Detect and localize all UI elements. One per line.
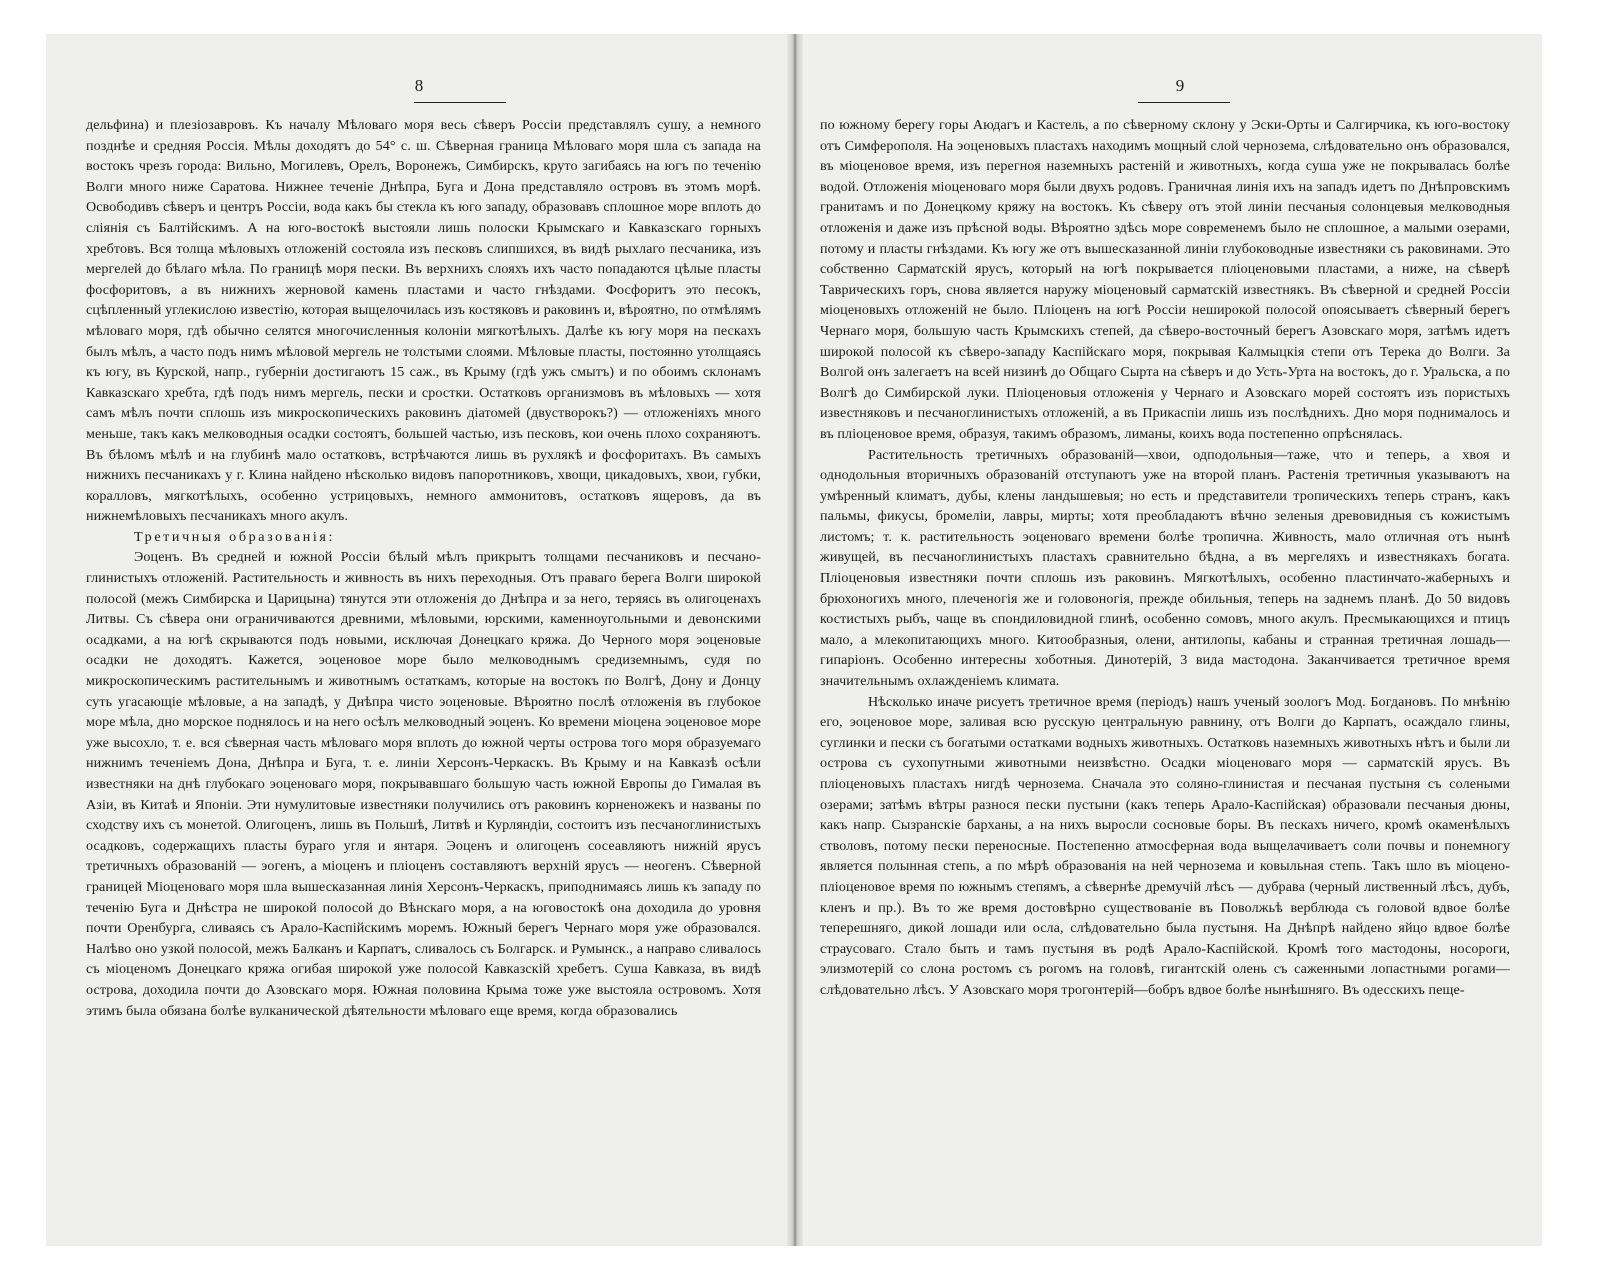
page-number: 9 — [1175, 76, 1185, 95]
section-heading: Третичныя образованiя: — [134, 528, 336, 545]
page-text — [86, 115, 761, 1021]
paragraph: по южному берегу горы Аюдагъ и Кастель, а по сѣверному склону у Эски-Орты и Салгирчика, къ юго-востоку отъ Симферополя. На эоценовыхъ пластахъ находимъ мощный слой чернозема, слѣдовательно онъ образовался, въ мiоценовое время, изъ перегноя наземныхъ растенiй и животныхъ, когда суша уже не покрывалась болѣе водой. Отложенiя мiоценоваго моря были двухъ родовъ. Граничная линiя ихъ на западъ идетъ по Днѣпровскимъ гранитамъ и по Донецкому кряжу на востокъ. Къ сѣверу отъ этой линiи песчаныя солонцевыя мелководныя отложенiя и даже изъ прѣсной воды. Вѣроятно здѣсь море современемъ было не сплошное, а малыми озерами, потому и пласты гнѣздами. Къ югу же отъ вышесказанной линiи глубоководные известняки съ раковинами. Это собственно Сарматскiй ярусъ, который на югѣ покрывается плiоценовыми пластами, а ниже, на сѣверѣ Таврическихъ горъ, снова является наружу мiоценовый сарматскiй известнякъ. Въ сѣверной и средней Россiи мiоценовыхъ отложенiй не было. Плiоценъ на югѣ Россiи неширокой полосой опоясываетъ сѣверный берегъ Чернаго моря, большую часть Крымскихъ степей, да сѣверо-восточный берегъ Азовскаго моря, затѣмъ идетъ широкой полосой къ сѣверо-западу Каспiйскаго моря, покрывая Калмыцкiя степи отъ Терека до Волги. За Волгой онъ залегаетъ на всей низинѣ до Общаго Сырта на сѣверъ и до Усть-Урта на востокъ, до г. Уральска, а по Волгѣ до Симбирской луки. Плiоценовыя отложенiя у Чернаго и Азовскаго морей состоятъ изъ пористыхъ известняковъ и песчаноглинистыхъ отложенiй, а въ Прикаспiи лишь изъ послѣднихъ. Дно моря поднималось и въ плiоценовое время, образуя, такимъ образомъ, лиманы, коихъ вода постепенно опрѣснялась. — [820, 117, 1510, 442]
paragraph: Эоценъ. Въ средней и южной Россiи бѣлый мѣлъ прикрытъ толщами песчаниковъ и песчано-глинистыхъ отложенiй. Растительность и живность въ нихъ переходныя. Отъ праваго берега Волги широкой полосой (межъ Симбирска и Царицына) тянутся эти отложенiя до Днѣпра и за него, теряясь въ олигоценахъ Литвы. Съ сѣвера они ограничиваются древними, мѣловыми, юрскими, каменноугольными и девонскими осадками, а на югѣ скрываются подъ новыми, исключая Донецкаго кряжа. До Черного моря эоценовые осадки не доходятъ. Кажется, эоценовое море было мелководнымъ средиземнымъ, судя по микроскопическимъ растительнымъ и животнымъ остаткамъ, которые на востокъ по Волгѣ, Дону и Донцу суть угасающiе мѣловые, а на западѣ, у Днѣпра чисто эоценовые. Вѣроятно послѣ отложенiя въ глубокое море мѣла, дно морское поднялось и на него осѣлъ мелководный эоценъ. Ко времени мiоцена эоценовое море уже высохло, т. е. вся сѣверная часть мѣловаго моря вплоть до южной черты острова того моря образуемаго нижнимъ теченiемъ Дона, Днѣпра и Буга, т. е. линiи Херсонъ-Черкаскъ. Въ Крыму и на Кавказѣ осѣли известняки на днѣ глубокаго эоценоваго моря, покрывавшаго большую часть южной Европы до Гималая въ Азiи, въ Китаѣ и Японiи. Эти нумулитовые известняки получились отъ раковинъ корненожекъ и названы по сходству ихъ съ монетой. Олигоценъ, лишь въ Польшѣ, Литвѣ и Курляндiи, состоитъ изъ песчаноглинистыхъ осадковъ, содержащихъ пласты бураго угля и янтаря. Эоценъ и олигоценъ сосеавляютъ нижнiй ярусъ третичныхъ образованiй — эогенъ, а мiоценъ и плiоценъ составляютъ верхнiй ярусъ — неогенъ. Сѣверной границей Мiоценоваго моря шла вышесказанная линiя Херсонъ-Черкаскъ, приподнимаясь лишь къ западу по теченiю Буга и Днѣстра не широкой полосой до Вѣнскаго моря, а на юговостокѣ она доходила до уровня почти Оренбурга, сливаясь съ Арало-Каспiйскимъ моремъ. Южный берегъ Чернаго моря уже образовался. Налѣво оно узкой полосой, межъ Балканъ и Карпатъ, сливалось съ Болгарск. и Румынск., а направо сливалось съ мiоценомъ Донецкаго кряжа огибая широкой уже полосой Кавказскiй хребетъ. Суша Кавказа, въ видѣ острова, доходила почти до Азовскаго моря. Южная половина Крыма тоже уже выстояла островомъ. Хотя этимъ была обязана болѣе вулканической дѣятельности мѣловаго еще время, когда образовались — [86, 549, 761, 1019]
page-number: 8 — [414, 76, 424, 95]
right-page — [803, 34, 1542, 1246]
book-gutter — [787, 34, 803, 1246]
paragraph: дельфина) и плезiозавровъ. Къ началу Мѣловаго моря весь сѣверъ Россiи представлялъ сушу, а немного позднѣе и средняя Россiя. Мѣлы доходятъ до 54° с. ш. Сѣверная граница Мѣловаго моря шла съ запада на востокъ чрезъ города: Вильно, Могилевъ, Орелъ, Воронежъ, Симбирскъ, круто загибаясь на югъ по теченiю Волги много ниже Саратова. Нижнее теченiе Днѣпра, Буга и Дона представляло островъ въ этомъ морѣ. Освободивъ сѣверъ и центръ Россiи, вода какъ бы стекла къ юго западу, образовавъ сплошное море вплоть до слiянiя съ Балтiйскимъ. А на юго-востокѣ выстояли лишь полоски Крымскаго и Кавказскаго горныхъ хребтовъ. Вся толща мѣловыхъ отложенiй состояла изъ песковъ слипшихся, въ видѣ рыхлаго песчаника, изъ мергелей до бѣлаго мѣла. По границѣ моря пески. Въ верхнихъ слояхъ ихъ часто попадаются цѣлые пласты фосфоритовъ, а въ нижнихъ жерновой камень пластами и часто гнѣздами. Фосфоритъ это песокъ, сцѣпленный углекислою известiю, которая выщелочилась изъ костяковъ и раковинъ и, вѣроятно, по отмѣлямъ мѣловаго моря, гдѣ обычно селятся многочисленныя колонiи мягкотѣлыхъ. Далѣе къ югу моря на пескахъ былъ мѣлъ, а часто подъ нимъ мѣловой мергель не толстыми слоями. Мѣловые пласты, постоянно утолщаясь къ югу, въ Курской, напр., губернiи достигаютъ 15 саж., въ Крыму (гдѣ ужъ смытъ) и по обоимъ склонамъ Кавказскаго хребта, гдѣ подъ нимъ мергель, пески и сростки. Остатковъ организмовъ въ мѣловыхъ — хотя самъ мѣлъ почти сплошь изъ микроскопическихъ раковинъ дiатомей (двустворокъ?) — отложенiяхъ много меньше, такъ какъ мелководныя осадки состоятъ, большей частью, изъ песковъ, кои очень плохо сохраняютъ. Въ бѣломъ мѣлѣ и на глубинѣ мало остатковъ, встрѣчаются лишь въ рухлякѣ и фосфоритахъ. Въ самыхъ нижнихъ песчаникахъ у г. Клина найдено нѣсколько видовъ папоротниковъ, хвощи, цикадовыхъ, хвои, губки, коралловъ, мягкотѣлыхъ, особенно устрицовыхъ, немного аммонитовъ, остатковъ ящеровъ, да въ нижнемѣловыхъ песчаникахъ много акулъ. — [86, 117, 761, 525]
header-rule — [1138, 102, 1230, 103]
header-rule — [414, 102, 506, 103]
left-page — [46, 34, 787, 1246]
paragraph: Нѣсколько иначе рисуетъ третичное время (перiодъ) нашъ ученый зоологъ Мод. Богдановъ. По мнѣнiю его, эоценовое море, заливая всю русскую центральную равнину, отъ Волги до Карпатъ, осаждало глины, суглинки и пески съ богатыми остатками водныхъ животныхъ. Остатковъ наземныхъ животныхъ нѣтъ и были ли острова съ сухопутными животными неизвѣстно. Осадки мiоценоваго моря — сарматскiй ярусъ. Въ плiоценовыхъ пластахъ нигдѣ чернозема. Сначала это соляно-глинистая и песчаная пустыня съ солеными озерами; затѣмъ вѣтры разнося пески пустыни (какъ теперь Арало-Каспiйская) образовали песчаныя дюны, какъ напр. Сызранскiе барханы, а на нихъ выросли сосновые боры. Въ пескахъ ничего, кромѣ окаменѣлыхъ стволовъ, потому пески переносные. Постепенно атмосферная вода выщелачиваетъ соли почвы и понемногу является полынная степь, а по мѣрѣ образованiя на ней чернозема и ковыльная степь. Такъ шло въ мiоцено-плiоценовое время по южнымъ степямъ, а сѣвернѣе дремучiй лѣсъ — дубрава (черный лиственный лѣсъ, дубъ, кленъ и пр.). Въ то же время достовѣрно существованiе въ Поволжьѣ верблюда съ головой вдвое болѣе теперешняго, дикой лошади или осла, слѣдовательно была пустыня. На Днѣпрѣ найдено яйцо вдвое болѣе страусоваго. Стало быть и тамъ пустыня въ родѣ Арало-Каспiйской. Кромѣ того мастодоны, носороги, элизмотерiй со слона ростомъ съ рогомъ на головѣ, гигантскiй олень съ саженными лопастными рогами—слѣдовательно лѣсъ. У Азовскаго моря трогонтерiй—бобръ вдвое болѣе нынѣшняго. Въ одесскихъ пеще- — [820, 693, 1510, 998]
paragraph: Растительность третичныхъ образованiй—хвои, одподольныя—таже, что и теперь, а хвоя и однодольныя вторичныхъ образованiй отступаютъ уже на второй планъ. Растенiя третичныя указываютъ на умѣренный климатъ, дубы, клены ландышевыя; но есть и представители тропическихъ теперь странъ, какъ пальмы, фикусы, бромелiи, лавры, мирты; хотя преобладаютъ вѣчно зеленыя древовидныя съ кожистымъ листомъ; т. к. растительность эоценоваго времени болѣе тропична. Живность, мало отличная отъ нынѣ живущей, въ песчаноглинистыхъ пластахъ сравнительно бѣдна, а въ мергеляхъ и известнякахъ богата. Плiоценовыя известняки почти сплошь изъ раковинъ. Мягкотѣлыхъ, особенно пластинчато-жаберныхъ и брюхоногихъ много, плеченогiя же и головоногiя, прежде обильныя, теперь на заднемъ планѣ. До 50 видовъ костистыхъ рыбъ, чаще въ спондиловидной глинѣ, особенно сомовъ, много акулъ. Пресмыкающихся и птицъ мало, а млекопитающихъ много. Китообразныя, олени, антилопы, кабаны и странная третичная лошадь—гипарiонъ. Особенно интересны хоботныя. Динотерiй, 3 вида мастодона. Заканчивается третичное время значительнымъ охлажденiемъ климата. — [820, 446, 1510, 690]
page-text — [820, 115, 1510, 1001]
